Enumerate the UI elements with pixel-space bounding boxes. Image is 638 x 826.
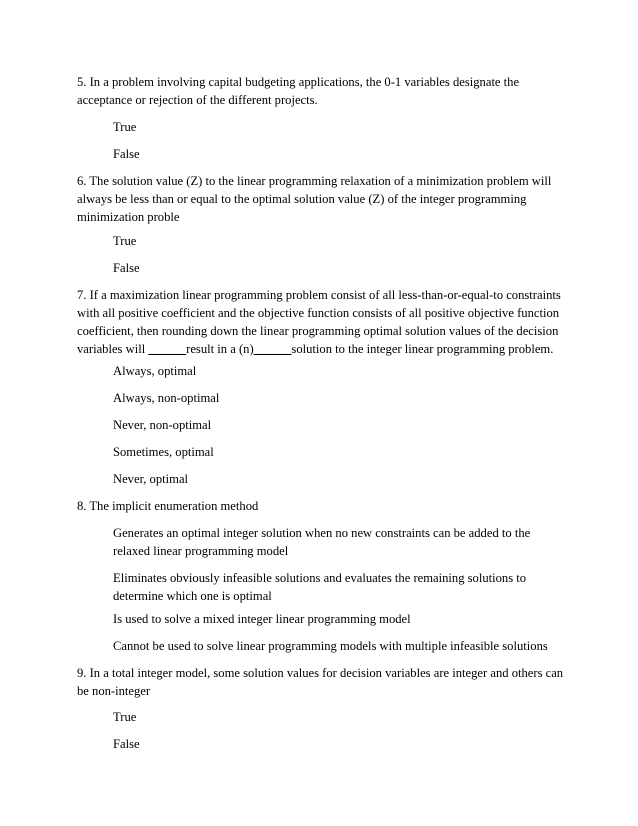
question-5-option-2: False bbox=[113, 147, 140, 161]
question-6-text: 6. The solution value (Z) to the linear programming relaxation of a minimization problem will always be less than or equal to the optimal solution value (Z) of the integer programming minimization proble bbox=[77, 174, 552, 224]
question-7-option-4: Sometimes, optimal bbox=[113, 445, 214, 459]
question-9-text: 9. In a total integer model, some solution values for decision variables are integer and others can be non-integer bbox=[77, 666, 564, 698]
question-6-option-2: False bbox=[113, 261, 140, 275]
question-8-option-4: Cannot be used to solve linear programming models with multiple infeasible solutions bbox=[113, 639, 548, 653]
question-7-blank-2: ______ bbox=[253, 342, 292, 356]
question-7-text-part-2: result in a (n) bbox=[186, 342, 254, 356]
question-9-option-2: False bbox=[113, 737, 140, 751]
question-7-option-3: Never, non-optimal bbox=[113, 418, 212, 432]
question-7-option-1: Always, optimal bbox=[113, 364, 197, 378]
question-8-option-1: Generates an optimal integer solution when no new constraints can be added to the relaxed linear programming model bbox=[113, 526, 531, 558]
question-6-option-1: True bbox=[113, 234, 137, 248]
question-7-text bbox=[77, 286, 567, 358]
question-7-option-5: Never, optimal bbox=[113, 472, 189, 486]
question-7-text-part-3: solution to the integer linear programming problem. bbox=[291, 342, 554, 356]
question-5-text: 5. In a problem involving capital budgeting applications, the 0-1 variables designate the acceptance or rejection of the different projects. bbox=[77, 75, 520, 107]
question-9-option-1: True bbox=[113, 710, 137, 724]
question-8-option-2: Eliminates obviously infeasible solutions and evaluates the remaining solutions to determine which one is optimal bbox=[113, 571, 527, 603]
question-7-blank-1: ______ bbox=[148, 342, 187, 356]
question-8-option-3: Is used to solve a mixed integer linear programming model bbox=[113, 612, 411, 626]
question-7-text-part-1: 7. If a maximization linear programming problem consist of all less-than-or-equal-to constraints with all positive coefficient and the objective function consists of all positive objective function coefficient, then rounding down the linear programming optimal solution values of the decision variables will bbox=[77, 288, 561, 356]
question-5-option-1: True bbox=[113, 120, 137, 134]
question-8-text: 8. The implicit enumeration method bbox=[77, 499, 259, 513]
question-7-option-2: Always, non-optimal bbox=[113, 391, 220, 405]
